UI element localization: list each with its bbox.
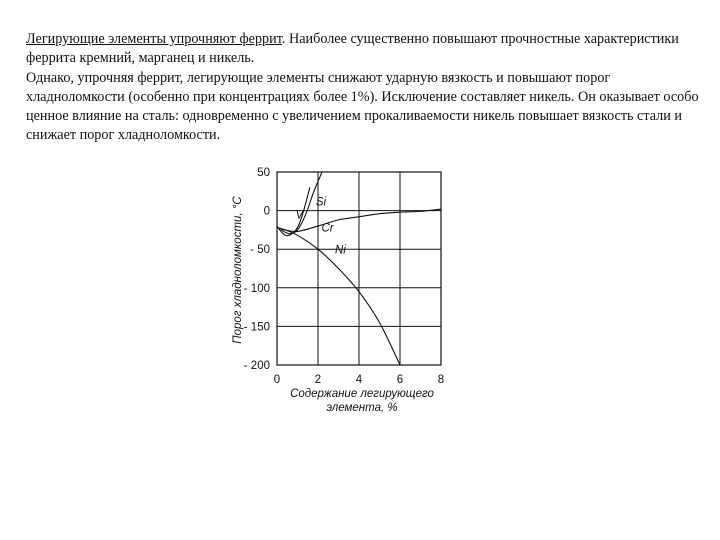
x-tick-label: 8 (437, 374, 445, 386)
x-tick-label: 4 (355, 374, 363, 386)
curve-labels (296, 196, 347, 256)
x-tick-label: 6 (396, 374, 404, 386)
series-label-ni: Ni (335, 244, 346, 257)
x-tick-label: 2 (314, 374, 322, 386)
x-axis-label-line-2: элемента, % (326, 402, 398, 414)
y-tick-label: - 100 (243, 282, 270, 295)
x-tick-label: 0 (273, 374, 281, 386)
underlined-phrase: Легирующие элементы упрочняют феррит (26, 31, 282, 47)
y-tick-label: - 150 (243, 321, 270, 334)
y-tick-label: - 200 (243, 360, 270, 372)
y-tick-label: 50 (257, 167, 270, 179)
paragraph-1-rest: . Наиболее существенно повышают прочностные характеристики феррита кремний, марганец и никель. (26, 31, 679, 67)
y-tick-label: 0 (263, 205, 270, 218)
grid (277, 172, 441, 365)
y-tick-label: - 50 (250, 244, 270, 257)
axis-ticks (244, 167, 444, 386)
series-label-v: V (295, 209, 304, 222)
x-axis-label-line-1: Содержание легирующего (290, 388, 434, 400)
series-label-cr: Cr (321, 222, 334, 235)
paragraph-2: Однако, упрочняя феррит, легирующие элементы снижают ударную вязкость и повышают порог хладноломкости (особенно при концентрациях более 1%). Исключение составляет никель. Он оказывает особо ценное влияние на сталь: одновременно с увеличением прокаливаемости никель повышает вязкость стали и снижает порог хладноломкости. (26, 69, 699, 144)
series-label-si: Si (315, 196, 327, 209)
y-axis-label: Порог хладноломкости, °С (232, 196, 244, 344)
